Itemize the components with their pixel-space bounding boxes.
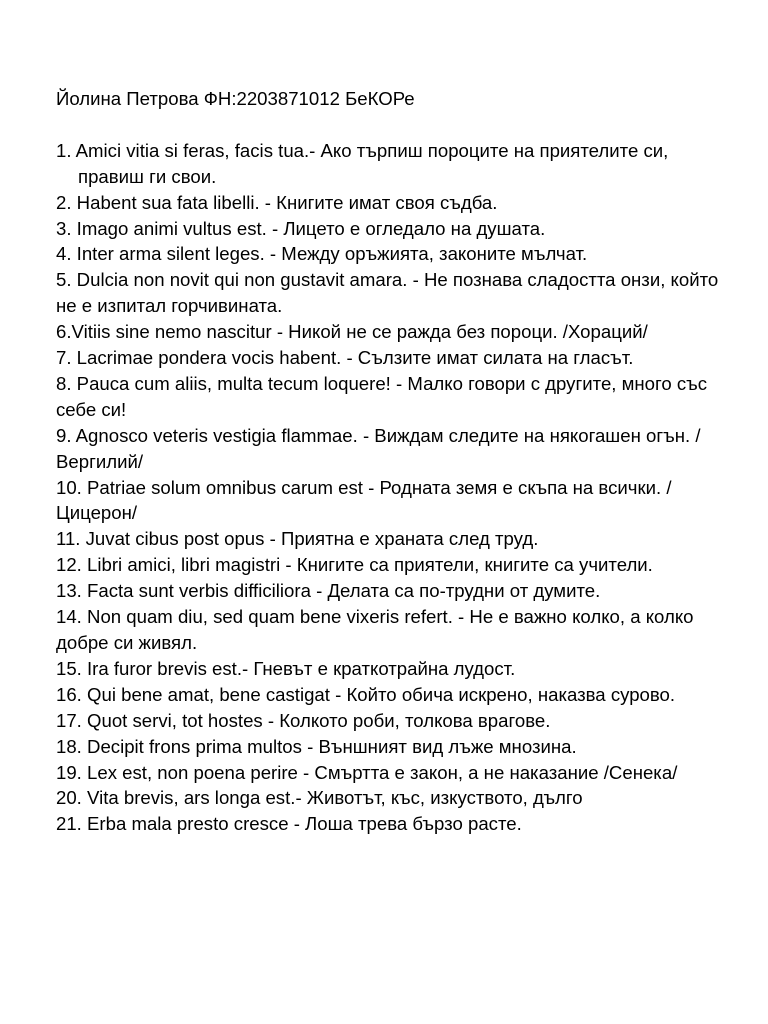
document-heading: Йолина Петрова ФН:2203871012 БеКОРе	[56, 88, 415, 109]
quote-item: 14. Non quam diu, sed quam bene vixeris refert. - Не е важно колко, а колко добре си живял.	[56, 606, 694, 654]
quote-item: 12. Libri amici, libri magistri - Книгите са приятели, книгите са учители.	[56, 554, 653, 576]
quote-item: 2. Habent sua fata libelli. - Книгите имат своя съдба.	[56, 191, 498, 213]
quote-list	[56, 138, 736, 837]
quote-item: 1. Amici vitia si feras, facis tua.- Ако търпиш пороците на приятелите си, правиш ги свои.	[56, 139, 669, 187]
quote-item: 16. Qui bene amat, bene castigat - Който обича искрено, наказва сурово.	[56, 683, 676, 705]
quote-item: 21. Erba mala presto cresce - Лоша трева бързо расте.	[56, 813, 522, 835]
quote-item: 7. Lacrimae pondera vocis habent. - Сълзите имат силата на гласът.	[56, 347, 634, 369]
quote-item: 11. Juvat cibus post opus - Приятна е храната след труд.	[56, 528, 539, 550]
quote-item: 20. Vita brevis, ars longa est.- Животът, къс, изкуството, дълго	[56, 787, 583, 809]
quote-item: 19. Lex est, non poena perire - Смъртта е закон, а не наказание /Сенека/	[56, 761, 678, 783]
document-page	[56, 86, 736, 837]
quote-item: 4. Inter arma silent leges. - Между оръжията, законите мълчат.	[56, 243, 588, 265]
quote-item: 9. Agnosco veteris vestigia flammae. - Виждам следите на някогашен огън. /Вергилий/	[56, 424, 701, 472]
quote-item: 17. Quot servi, tot hostes - Колкото роби, толкова врагове.	[56, 709, 551, 731]
quote-item: 10. Patriae solum omnibus carum est - Родната земя е скъпа на всички. /Цицерон/	[56, 476, 672, 524]
quote-item: 18. Decipit frons prima multos - Външният вид лъже мнозина.	[56, 735, 577, 757]
quote-item: 6.Vitiis sine nemo nascitur - Никой не се ражда без пороци. /Хораций/	[56, 321, 648, 343]
quote-item: 3. Imago animi vultus est. - Лицето е огледало на душата.	[56, 217, 546, 239]
quote-item: 8. Pauca cum aliis, multa tecum loquere! - Малко говори с другите, много със себе си!	[56, 372, 708, 420]
quote-item: 5. Dulcia non novit qui non gustavit amara. - Не познава сладостта онзи, който не е изпитал горчивината.	[56, 269, 719, 317]
quote-item: 15. Ira furor brevis est.- Гневът е краткотрайна лудост.	[56, 657, 516, 679]
quote-item: 13. Facta sunt verbis difficiliora - Делата са по-трудни от думите.	[56, 580, 601, 602]
